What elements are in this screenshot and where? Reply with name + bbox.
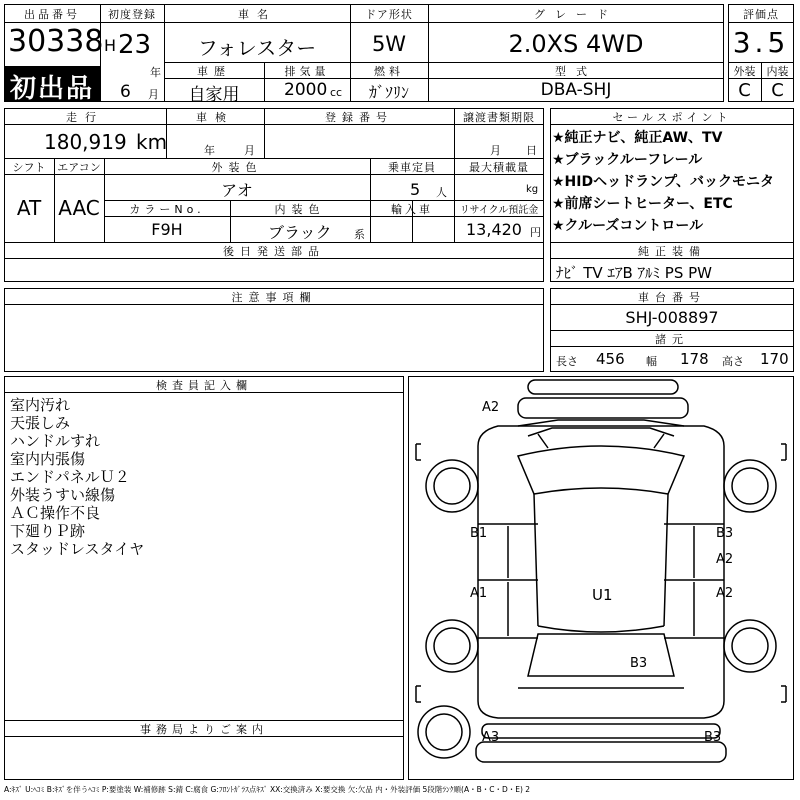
mileage-unit: km	[136, 130, 168, 154]
length-label: 長さ	[556, 355, 578, 368]
interior-grade: C	[771, 80, 784, 101]
inspector-note: 外装うすい線傷	[10, 486, 116, 504]
reg-month-unit: 月	[148, 88, 159, 101]
equipment-value: ﾅﾋﾞ TV ｴｱB ｱﾙﾐ PS PW	[556, 264, 712, 282]
inspector-note: ＡＣ操作不良	[10, 504, 101, 522]
damage-mark: A2	[716, 586, 734, 601]
sales-point-item: ★HIDヘッドランプ、バックモニタ	[552, 174, 774, 190]
shift: AT	[16, 196, 42, 220]
max-load-label: 最大積載量	[469, 161, 529, 174]
sales-point-item: ★クルーズコントロール	[552, 218, 704, 234]
reg-no-label: 登録番号	[325, 111, 393, 124]
exterior-label: 外装	[733, 65, 756, 78]
history-label: 車歴	[197, 65, 231, 78]
displacement: 2000	[284, 80, 328, 100]
first-listing-label: 初出品	[9, 74, 94, 104]
aircon: AAC	[58, 196, 100, 220]
ext-color: アオ	[221, 181, 253, 200]
sales-points-label: セールスポイント	[612, 111, 732, 124]
score-label: 評価点	[743, 8, 779, 21]
int-color-unit: 系	[354, 228, 365, 241]
recycle-fee: 13,420	[466, 220, 522, 239]
first-reg-label: 初度登録	[108, 8, 156, 21]
car-name: フォレスター	[197, 36, 317, 60]
damage-mark: A3	[482, 730, 500, 745]
equipment-label: 純正装備	[638, 245, 706, 258]
mileage: 180,919	[44, 130, 127, 154]
aircon-label: エアコン	[57, 161, 101, 174]
exterior-grade: C	[738, 80, 751, 101]
sales-point-item: ★ブラックルーフレール	[552, 152, 703, 168]
damage-mark: A1	[470, 586, 488, 601]
import-label: 輸入車	[391, 203, 433, 216]
legend: A:ｷｽﾞ U:ﾍｺﾐ B:ｷｽﾞを伴うﾍｺﾐ P:要塗装 W:補修跡 S:錆 C:腐食 G:ﾌﾛﾝﾄｶﾞﾗｽ点ｷｽﾞ XX:交換済み X:要交換 欠:欠品 内・外装評価 5段階ﾗﾝｸ順(A・B・C・D・E) 2	[4, 785, 531, 794]
displacement-label: 排気量	[284, 65, 330, 78]
recycle-unit: 円	[530, 226, 541, 239]
damage-mark: B3	[716, 526, 734, 541]
shift-label: シフト	[12, 161, 46, 174]
inspector-note: 室内汚れ	[10, 396, 71, 414]
int-color: ブラック	[268, 223, 332, 242]
sales-point-item: ★前席シートヒーター、ETC	[552, 196, 733, 212]
grade-label: グレード	[534, 8, 618, 21]
reg-year-unit: 年	[150, 66, 161, 79]
fuel-label: 燃料	[374, 65, 404, 78]
door-label: ドア形状	[365, 8, 413, 21]
capacity: 5	[410, 180, 421, 199]
color-no-label: カラーNo.	[129, 203, 205, 216]
mileage-label: 走行	[66, 111, 104, 124]
max-load-unit: kg	[526, 184, 539, 195]
width-label: 幅	[646, 355, 657, 368]
door-type: 5W	[371, 32, 407, 56]
history: 自家用	[188, 85, 240, 105]
damage-mark: A2	[482, 400, 500, 415]
grade: 2.0XS 4WD	[508, 30, 644, 58]
displacement-unit: cc	[330, 86, 343, 99]
damage-mark: A2	[716, 552, 734, 567]
inspection-month-unit: 月	[244, 144, 255, 157]
height-label: 高さ	[722, 355, 744, 368]
capacity-unit: 人	[436, 186, 447, 199]
transfer-day-unit: 日	[526, 144, 537, 157]
chassis-number: SHJ-008897	[625, 308, 719, 327]
notes-label: 注意事項欄	[231, 291, 317, 304]
color-no: F9H	[151, 220, 183, 239]
chassis-label: 車台番号	[638, 291, 706, 304]
inspection-year-unit: 年	[204, 144, 215, 157]
damage-mark: B3	[704, 730, 722, 745]
era: H	[104, 36, 117, 55]
inspection-label: 車検	[196, 111, 234, 124]
capacity-label: 乗車定員	[388, 161, 436, 174]
damage-mark: U1	[592, 586, 613, 604]
model-label: 型式	[555, 65, 597, 78]
inspector-note: 天張しみ	[10, 414, 71, 432]
damage-mark: B3	[630, 656, 648, 671]
inspector-note: スタッドレスタイヤ	[10, 540, 145, 558]
length: 456	[596, 350, 625, 368]
inspector-label: 検査員記入欄	[156, 379, 252, 392]
score: 3.5	[732, 26, 790, 59]
inspector-note: エンドパネルＵ２	[10, 468, 130, 486]
reg-year: 23	[118, 30, 152, 60]
damage-mark: B1	[470, 526, 488, 541]
dims-label: 諸元	[655, 333, 689, 346]
recycle-label: リサイクル預託金	[459, 205, 539, 216]
car-diagram	[408, 376, 794, 780]
height: 170	[760, 350, 789, 368]
int-color-label: 内装色	[274, 203, 326, 216]
car-name-label: 車名	[238, 8, 276, 21]
lot-number-label: 出品番号	[24, 8, 80, 21]
sales-points-list	[552, 127, 774, 237]
reg-month: 6	[120, 82, 131, 102]
ext-color-label: 外装色	[211, 161, 263, 174]
office-label: 事務局よりご案内	[140, 723, 268, 736]
fuel: ｶﾞｿﾘﾝ	[368, 83, 409, 102]
transfer-label: 譲渡書類期限	[463, 111, 535, 124]
inspector-note: 室内内張傷	[10, 450, 86, 468]
transfer-month-unit: 月	[490, 144, 501, 157]
sales-point-item: ★純正ナビ、純正AW、TV	[552, 130, 723, 146]
later-parts-label: 後日発送部品	[223, 245, 325, 258]
inspector-notes	[10, 396, 144, 558]
inspector-note: 下廻りＰ跡	[10, 522, 86, 540]
lot-number: 30338	[8, 24, 104, 59]
model-code: DBA-SHJ	[540, 80, 612, 100]
width: 178	[680, 350, 709, 368]
interior-label: 内装	[766, 65, 789, 78]
inspector-note: ハンドルすれ	[10, 432, 101, 450]
